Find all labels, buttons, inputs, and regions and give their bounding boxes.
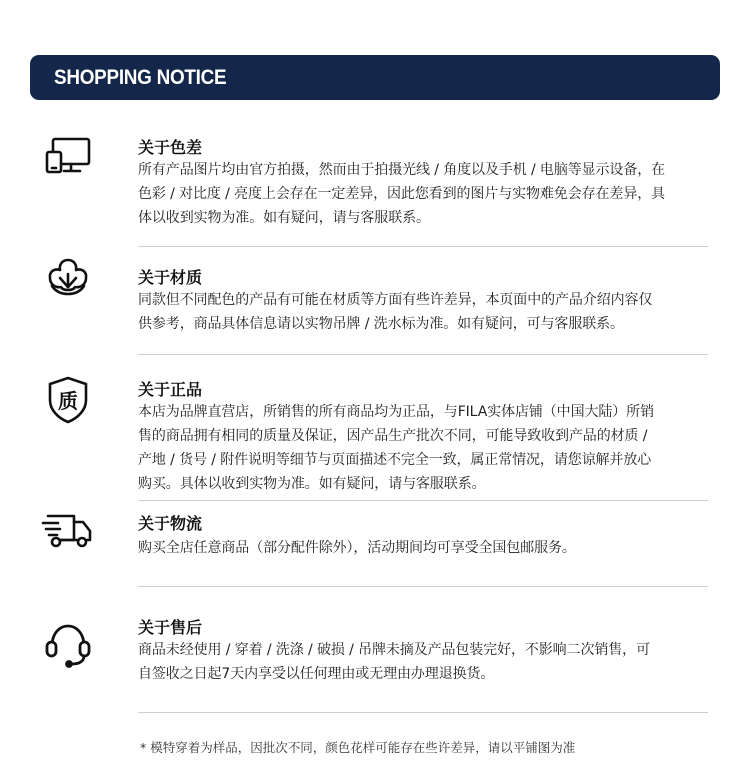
section-title: 关于正品: [138, 380, 203, 399]
body-line: 体以收到实物为准。如有疑问，请与客服联系。: [138, 210, 430, 226]
delivery-truck-icon: [40, 502, 96, 558]
cotton-icon: [40, 250, 96, 306]
devices-icon: [40, 130, 96, 186]
quality-shield-icon: [40, 372, 96, 428]
section-divider: [138, 712, 708, 713]
body-line: 供参考，商品具体信息请以实物吊牌 / 洗水标为准。如有疑问，可与客服联系。: [138, 316, 624, 332]
body-line: 色彩 / 对比度 / 亮度上会存在一定差异，因此您看到的图片与实物难免会存在差异，具: [138, 186, 666, 202]
section-title: 关于物流: [138, 514, 203, 533]
section-title: 关于材质: [138, 268, 203, 287]
banner-title: SHOPPING NOTICE: [54, 65, 227, 89]
body-line: 所有产品图片均由官方拍摄，然而由于拍摄光线 / 角度以及手机 / 电脑等显示设备，在: [138, 162, 666, 178]
shopping-notice-banner: [30, 55, 720, 100]
section-divider: [138, 246, 708, 247]
section-divider: [138, 500, 708, 501]
body-line: 售的商品拥有相同的质量及保证，因产品生产批次不同，可能导致收到产品的材质 /: [138, 428, 648, 444]
section-divider: [138, 586, 708, 587]
body-line: 本店为品牌直营店，所销售的所有商品均为正品，与FILA实体店铺（中国大陆）所销: [138, 404, 654, 420]
body-line: 同款但不同配色的产品有可能在材质等方面有些许差异，本页面中的产品介绍内容仅: [138, 292, 653, 308]
body-line: 购买。具体以收到实物为准。如有疑问，请与客服联系。: [138, 476, 486, 492]
section-body: [138, 536, 713, 560]
headset-icon: [40, 616, 96, 672]
body-line: 购买全店任意商品（部分配件除外），活动期间均可享受全国包邮服务。: [138, 540, 576, 556]
body-line: 商品未经使用 / 穿着 / 洗涤 / 破损 / 吊牌未摘及产品包装完好，不影响二次销售，可: [138, 642, 650, 658]
section-body: [138, 400, 713, 496]
section-title: 关于售后: [138, 618, 203, 637]
section-title: 关于色差: [138, 138, 203, 157]
section-divider: [138, 354, 708, 355]
section-body: [138, 288, 713, 336]
body-line: 产地 / 货号 / 附件说明等细节与页面描述不完全一致，属正常情况，请您谅解并放心: [138, 452, 652, 468]
footnote: * 模特穿着为样品，因批次不同，颜色花样可能存在些许差异，请以平铺图为准: [140, 740, 576, 755]
quality-char: 质: [58, 389, 78, 413]
section-body: [138, 638, 713, 686]
section-body: [138, 158, 713, 230]
body-line: 自签收之日起7天内享受以任何理由或无理由办理退换货。: [138, 666, 495, 682]
